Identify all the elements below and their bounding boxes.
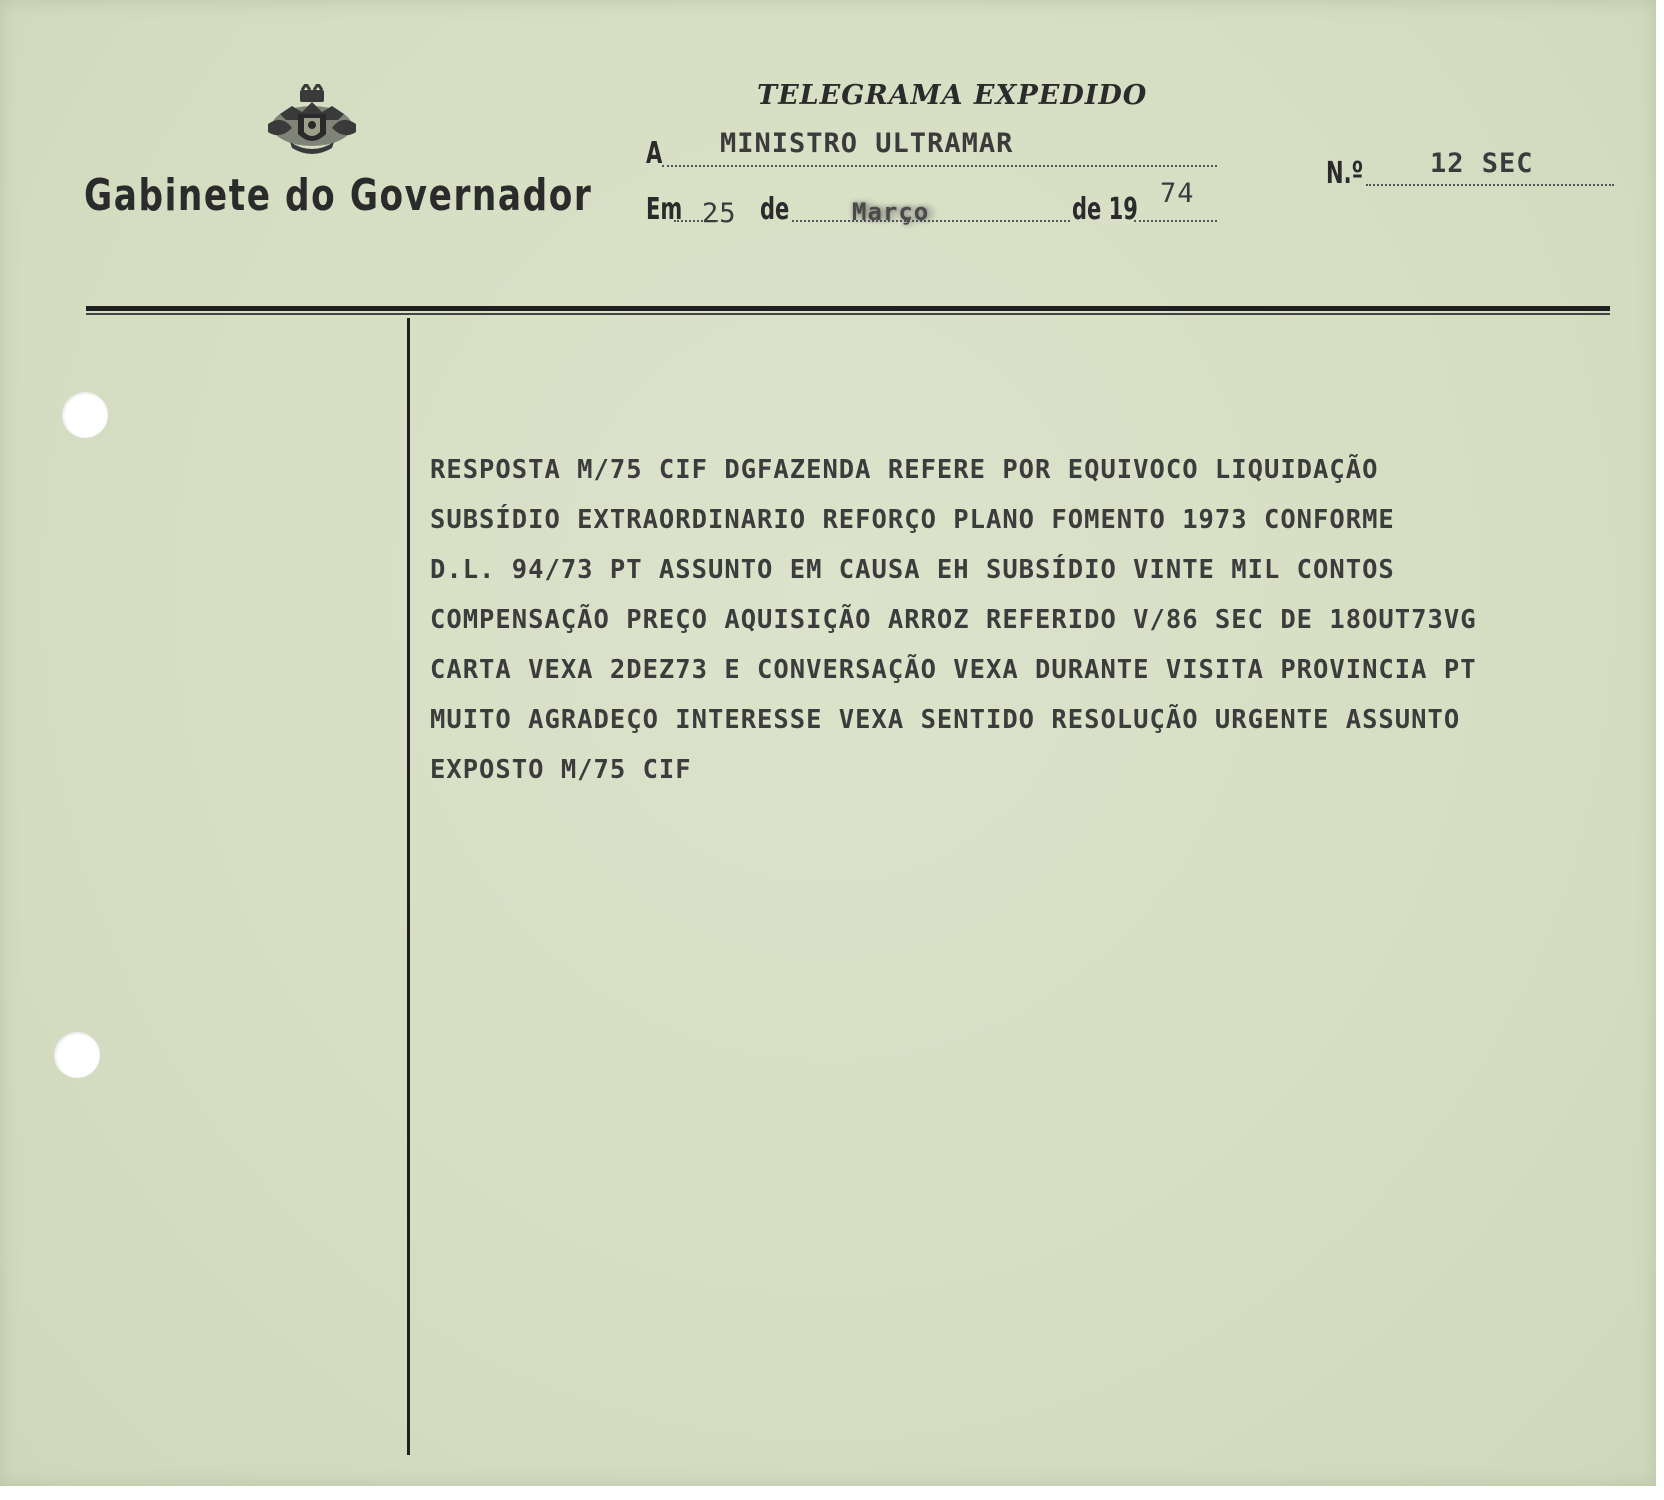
date-prefix-label: Em: [646, 192, 683, 227]
year-label: de 19: [1072, 192, 1138, 227]
day-value: 25: [702, 198, 737, 229]
month-value: Março: [852, 198, 930, 226]
punch-hole-top: [62, 392, 108, 438]
recipient-label: A: [646, 136, 663, 171]
de-label: de: [760, 192, 790, 227]
message-line: SUBSÍDIO EXTRAORDINARIO REFORÇO PLANO FOMENTO 1973 CONFORME: [430, 505, 1395, 535]
number-dotted-line: [1366, 184, 1614, 186]
year-dotted-line: [1134, 220, 1217, 222]
message-line: CARTA VEXA 2DEZ73 E CONVERSAÇÃO VEXA DURANTE VISITA PROVINCIA PT: [430, 655, 1477, 685]
message-line: MUITO AGRADEÇO INTERESSE VEXA SENTIDO RESOLUÇÃO URGENTE ASSUNTO: [430, 705, 1461, 735]
message-body: [430, 445, 1477, 795]
recipient-dotted-line: [662, 165, 1217, 167]
year-value: 74: [1160, 178, 1195, 209]
message-line: D.L. 94/73 PT ASSUNTO EM CAUSA EH SUBSÍDIO VINTE MIL CONTOS: [430, 555, 1395, 585]
header-rule-thin: [86, 313, 1610, 315]
coat-of-arms-icon: [262, 84, 362, 160]
number-label: N.º: [1326, 156, 1364, 191]
message-line: EXPOSTO M/75 CIF: [430, 755, 692, 785]
margin-line: [407, 318, 410, 1455]
document-type-heading: TELEGRAMA EXPEDIDO: [757, 80, 1148, 111]
header-rule-thick: [86, 306, 1610, 311]
recipient-value: MINISTRO ULTRAMAR: [720, 128, 1014, 159]
office-title: Gabinete do Governador: [84, 170, 593, 221]
number-value: 12 SEC: [1430, 148, 1534, 179]
message-line: RESPOSTA M/75 CIF DGFAZENDA REFERE POR EQUIVOCO LIQUIDAÇÃO: [430, 455, 1379, 485]
month-dotted-line: [792, 220, 1070, 222]
message-line: COMPENSAÇÃO PREÇO AQUISIÇÃO ARROZ REFERIDO V/86 SEC DE 18OUT73VG: [430, 605, 1477, 635]
punch-hole-bottom: [54, 1032, 100, 1078]
